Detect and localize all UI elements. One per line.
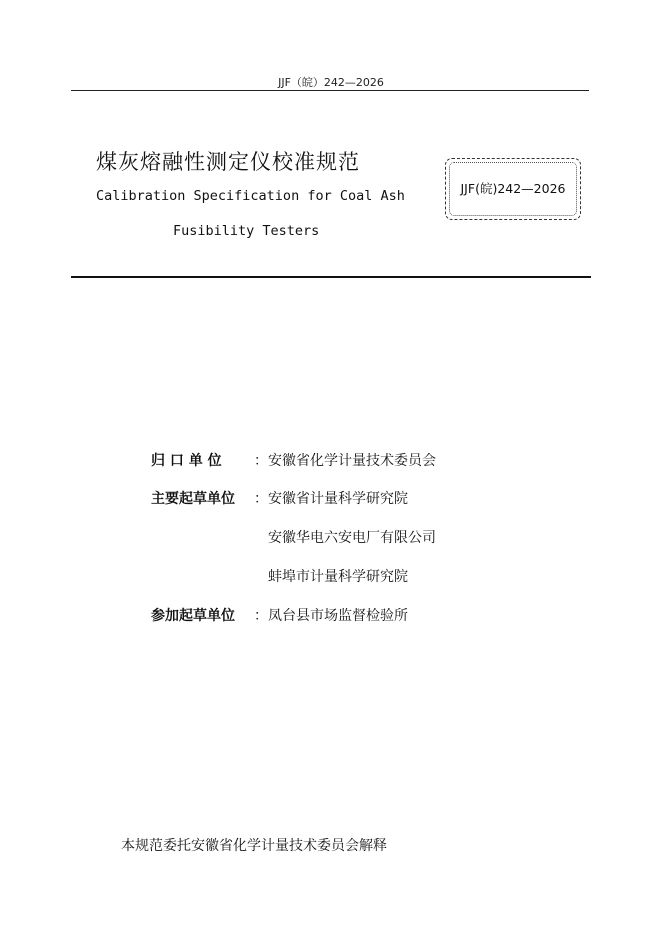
header-rule	[71, 90, 589, 91]
org-label-participating-drafting-unit: 参加起草单位	[151, 608, 235, 624]
org-colon: ：	[254, 608, 268, 624]
org-value: 蚌埠市计量科学研究院	[268, 569, 408, 585]
org-colon: ：	[254, 491, 268, 507]
standard-code-text: JJF(皖)242—2026	[460, 181, 566, 196]
org-colon: ：	[254, 453, 268, 469]
org-value: 安徽华电六安电厂有限公司	[268, 530, 436, 546]
standard-code-box	[445, 158, 581, 220]
header-standard-code: JJF（皖）242—2026	[278, 76, 384, 89]
interpretation-note: 本规范委托安徽省化学计量技术委员会解释	[121, 838, 387, 854]
org-label-main-drafting-unit: 主要起草单位	[151, 491, 235, 507]
title-chinese: 煤灰熔融性测定仪校准规范	[96, 150, 360, 174]
org-value: 安徽省计量科学研究院	[268, 491, 408, 507]
org-value: 凤台县市场监督检验所	[268, 608, 408, 624]
title-english-line2: Fusibility Testers	[173, 223, 320, 239]
title-divider	[71, 276, 591, 278]
org-value: 安徽省化学计量技术委员会	[268, 453, 436, 469]
title-english-line1: Calibration Specification for Coal Ash	[96, 188, 405, 204]
org-label-centralized-unit: 归 口 单 位	[151, 453, 222, 469]
